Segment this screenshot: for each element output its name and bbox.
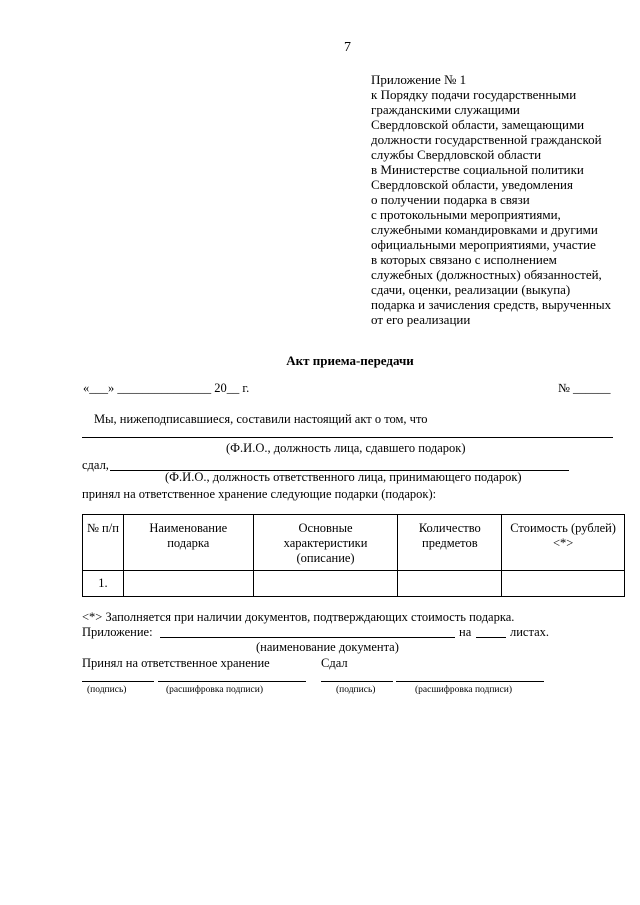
footnote: <*> Заполняется при наличии документов, подтверждающих стоимость подарка.	[82, 610, 515, 624]
doc-name-caption: (наименование документа)	[256, 640, 399, 654]
col-description-header: Основные характеристики (описание)	[253, 515, 398, 571]
accepted-text: принял на ответственное хранение следующие подарки (подарок):	[82, 487, 437, 501]
appendix-line: в Министерстве социальной политики	[371, 162, 584, 177]
accepted-label: Принял на ответственное хранение	[82, 656, 270, 670]
cell-name[interactable]	[123, 571, 253, 597]
appendix-line: Свердловской области, уведомления	[371, 177, 573, 192]
col-name-header: Наименование подарка	[123, 515, 253, 571]
date-line[interactable]: «___» _______________ 20__ г.	[83, 381, 250, 395]
receiver-sign-caption: (подпись)	[87, 685, 127, 695]
gifts-table	[82, 514, 625, 597]
table-header-row	[83, 515, 625, 571]
giver-caption: (Ф.И.О., должность лица, сдавшего подарок)	[226, 441, 466, 455]
handed-sign-label: Сдал	[321, 656, 348, 670]
attachment-label: Приложение:	[82, 625, 153, 639]
cell-number: 1.	[83, 571, 124, 597]
appendix-line: гражданскими служащими	[371, 102, 520, 117]
appendix-block	[371, 72, 611, 327]
attachment-sheets: листах.	[510, 625, 550, 639]
intro-text: Мы, нижеподписавшиеся, составили настоящий акт о том, что	[94, 412, 428, 426]
appendix-line: о получении подарка в связи	[371, 192, 530, 207]
appendix-line: к Порядку подачи государственными	[371, 87, 577, 102]
attachment-doc-field[interactable]	[160, 637, 455, 638]
receiver-decode-field[interactable]	[158, 681, 306, 682]
attachment-sheets-field[interactable]	[476, 637, 506, 638]
receiver-caption: (Ф.И.О., должность ответственного лица, принимающего подарок)	[165, 470, 522, 484]
appendix-line: службы Свердловской области	[371, 147, 542, 162]
receiver-signature-field[interactable]	[82, 681, 154, 682]
appendix-line: сдачи, оценки, реализации (выкупа)	[371, 282, 571, 297]
cell-quantity[interactable]	[398, 571, 502, 597]
attachment-on: на	[459, 625, 472, 639]
appendix-line: официальными мероприятиями, участие	[371, 237, 596, 252]
appendix-line: Свердловской области, замещающими	[371, 117, 585, 132]
handed-label: сдал,	[82, 458, 109, 472]
appendix-line: служебными командировками и другими	[371, 222, 598, 237]
table-row	[83, 571, 625, 597]
col-cost-header: Стоимость (рублей) <*>	[502, 515, 625, 571]
page-number: 7	[344, 40, 351, 55]
col-quantity-header: Количество предметов	[398, 515, 502, 571]
act-title: Акт приема-передачи	[286, 353, 414, 368]
giver-signature-field[interactable]	[321, 681, 393, 682]
appendix-line: с протокольными мероприятиями,	[371, 207, 561, 222]
giver-decode-caption: (расшифровка подписи)	[415, 685, 512, 695]
appendix-line: служебных (должностных) обязанностей,	[371, 267, 602, 282]
appendix-line: в которых связано с исполнением	[371, 252, 557, 267]
cell-cost[interactable]	[502, 571, 625, 597]
receiver-decode-caption: (расшифровка подписи)	[166, 685, 263, 695]
col-number-header: № п/п	[83, 515, 124, 571]
act-number[interactable]: № ______	[558, 381, 611, 395]
giver-decode-field[interactable]	[396, 681, 544, 682]
giver-name-field[interactable]	[82, 437, 613, 438]
giver-sign-caption: (подпись)	[336, 685, 376, 695]
appendix-line: подарка и зачисления средств, вырученных	[371, 297, 612, 312]
appendix-line: должности государственной гражданской	[371, 132, 602, 147]
appendix-line: Приложение № 1	[371, 72, 467, 87]
appendix-line: от его реализации	[371, 312, 471, 327]
cell-description[interactable]	[253, 571, 398, 597]
